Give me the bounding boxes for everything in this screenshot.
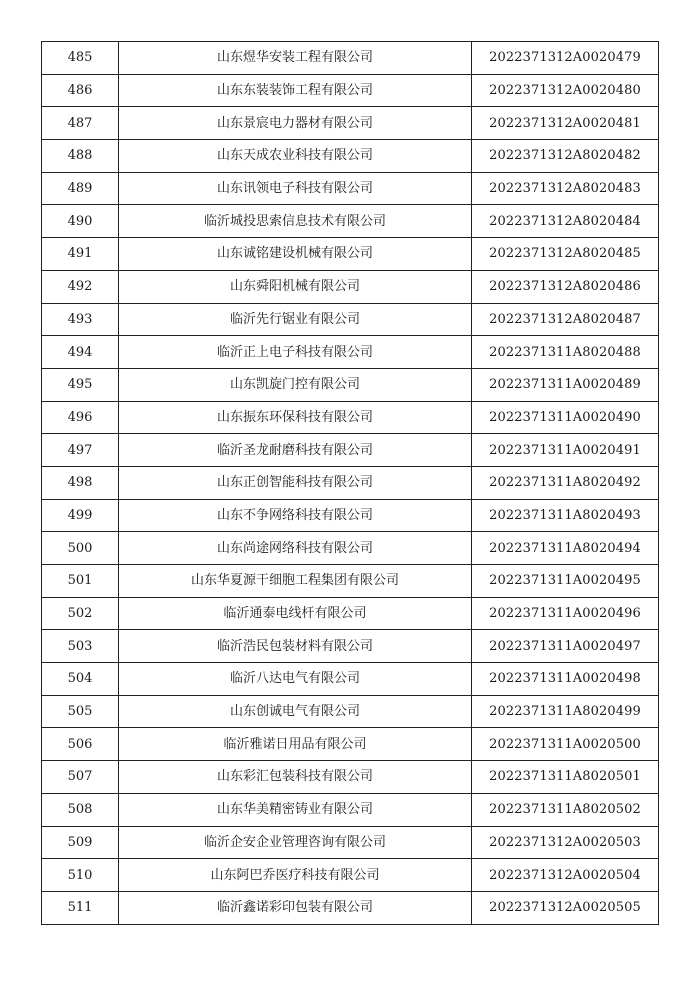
row-number: 504	[42, 663, 119, 696]
company-name: 山东华美精密铸业有限公司	[119, 793, 472, 826]
table-row	[42, 434, 659, 467]
row-number: 495	[42, 368, 119, 401]
table-row	[42, 826, 659, 859]
table-row	[42, 74, 659, 107]
registration-code: 2022371312A0020505	[472, 891, 659, 924]
registration-code: 2022371311A8020493	[472, 499, 659, 532]
table-row	[42, 565, 659, 598]
company-name: 山东华夏源干细胞工程集团有限公司	[119, 565, 472, 598]
company-name: 山东东装装饰工程有限公司	[119, 74, 472, 107]
row-number: 489	[42, 172, 119, 205]
registration-code: 2022371311A0020498	[472, 663, 659, 696]
company-name: 山东讯领电子科技有限公司	[119, 172, 472, 205]
table-row	[42, 761, 659, 794]
table-row	[42, 401, 659, 434]
company-name: 临沂浩民包装材料有限公司	[119, 630, 472, 663]
registration-code: 2022371312A8020486	[472, 270, 659, 303]
row-number: 499	[42, 499, 119, 532]
row-number: 485	[42, 42, 119, 75]
company-name: 临沂圣龙耐磨科技有限公司	[119, 434, 472, 467]
row-number: 487	[42, 107, 119, 140]
registration-code: 2022371311A0020491	[472, 434, 659, 467]
table-row	[42, 695, 659, 728]
registration-code: 2022371312A0020504	[472, 859, 659, 892]
table-row	[42, 172, 659, 205]
row-number: 509	[42, 826, 119, 859]
table-row	[42, 205, 659, 238]
registration-code: 2022371312A0020479	[472, 42, 659, 75]
registration-code: 2022371312A0020480	[472, 74, 659, 107]
row-number: 502	[42, 597, 119, 630]
row-number: 491	[42, 238, 119, 271]
company-name: 临沂城投思索信息技术有限公司	[119, 205, 472, 238]
table-row	[42, 368, 659, 401]
row-number: 490	[42, 205, 119, 238]
company-name: 山东创诚电气有限公司	[119, 695, 472, 728]
row-number: 510	[42, 859, 119, 892]
table-row	[42, 42, 659, 75]
company-name: 山东不争网络科技有限公司	[119, 499, 472, 532]
company-name: 临沂鑫诺彩印包装有限公司	[119, 891, 472, 924]
company-name: 临沂先行锯业有限公司	[119, 303, 472, 336]
company-name: 临沂正上电子科技有限公司	[119, 336, 472, 369]
table-row	[42, 270, 659, 303]
registration-code: 2022371311A8020501	[472, 761, 659, 794]
registration-code: 2022371311A8020494	[472, 532, 659, 565]
table-row	[42, 532, 659, 565]
row-number: 493	[42, 303, 119, 336]
row-number: 497	[42, 434, 119, 467]
row-number: 486	[42, 74, 119, 107]
table-row	[42, 793, 659, 826]
registration-code: 2022371312A8020483	[472, 172, 659, 205]
company-name: 山东天成农业科技有限公司	[119, 140, 472, 173]
row-number: 505	[42, 695, 119, 728]
row-number: 503	[42, 630, 119, 663]
table-row	[42, 859, 659, 892]
table-row	[42, 107, 659, 140]
row-number: 488	[42, 140, 119, 173]
registration-code: 2022371311A8020492	[472, 466, 659, 499]
row-number: 496	[42, 401, 119, 434]
company-name: 临沂雅诺日用品有限公司	[119, 728, 472, 761]
registration-code: 2022371311A8020488	[472, 336, 659, 369]
row-number: 500	[42, 532, 119, 565]
registration-code: 2022371312A0020481	[472, 107, 659, 140]
company-registry-table	[41, 41, 659, 925]
row-number: 494	[42, 336, 119, 369]
company-name: 山东景宸电力器材有限公司	[119, 107, 472, 140]
row-number: 508	[42, 793, 119, 826]
row-number: 506	[42, 728, 119, 761]
registration-code: 2022371312A8020482	[472, 140, 659, 173]
company-name: 临沂企安企业管理咨询有限公司	[119, 826, 472, 859]
table-row	[42, 336, 659, 369]
company-name: 山东阿巴乔医疗科技有限公司	[119, 859, 472, 892]
row-number: 492	[42, 270, 119, 303]
company-name: 山东振东环保科技有限公司	[119, 401, 472, 434]
company-name: 山东诚铭建设机械有限公司	[119, 238, 472, 271]
row-number: 501	[42, 565, 119, 598]
company-name: 山东煜华安装工程有限公司	[119, 42, 472, 75]
registration-code: 2022371311A8020502	[472, 793, 659, 826]
registration-code: 2022371312A8020484	[472, 205, 659, 238]
row-number: 498	[42, 466, 119, 499]
registration-code: 2022371312A8020485	[472, 238, 659, 271]
table-row	[42, 728, 659, 761]
company-name: 山东彩汇包装科技有限公司	[119, 761, 472, 794]
row-number: 511	[42, 891, 119, 924]
table-row	[42, 891, 659, 924]
table-row	[42, 466, 659, 499]
registry-table-body	[42, 42, 659, 925]
table-row	[42, 630, 659, 663]
company-name: 山东凯旋门控有限公司	[119, 368, 472, 401]
table-row	[42, 597, 659, 630]
table-row	[42, 663, 659, 696]
registration-code: 2022371311A0020496	[472, 597, 659, 630]
table-row	[42, 238, 659, 271]
company-name: 山东正创智能科技有限公司	[119, 466, 472, 499]
company-name: 山东舜阳机械有限公司	[119, 270, 472, 303]
table-row	[42, 303, 659, 336]
company-name: 临沂通泰电线杆有限公司	[119, 597, 472, 630]
company-name: 山东尚途网络科技有限公司	[119, 532, 472, 565]
registration-code: 2022371311A0020495	[472, 565, 659, 598]
company-name: 临沂八达电气有限公司	[119, 663, 472, 696]
registration-code: 2022371311A0020497	[472, 630, 659, 663]
table-row	[42, 499, 659, 532]
registration-code: 2022371312A0020503	[472, 826, 659, 859]
registration-code: 2022371311A0020500	[472, 728, 659, 761]
registration-code: 2022371311A8020499	[472, 695, 659, 728]
registration-code: 2022371311A0020489	[472, 368, 659, 401]
row-number: 507	[42, 761, 119, 794]
table-row	[42, 140, 659, 173]
registration-code: 2022371312A8020487	[472, 303, 659, 336]
registration-code: 2022371311A0020490	[472, 401, 659, 434]
